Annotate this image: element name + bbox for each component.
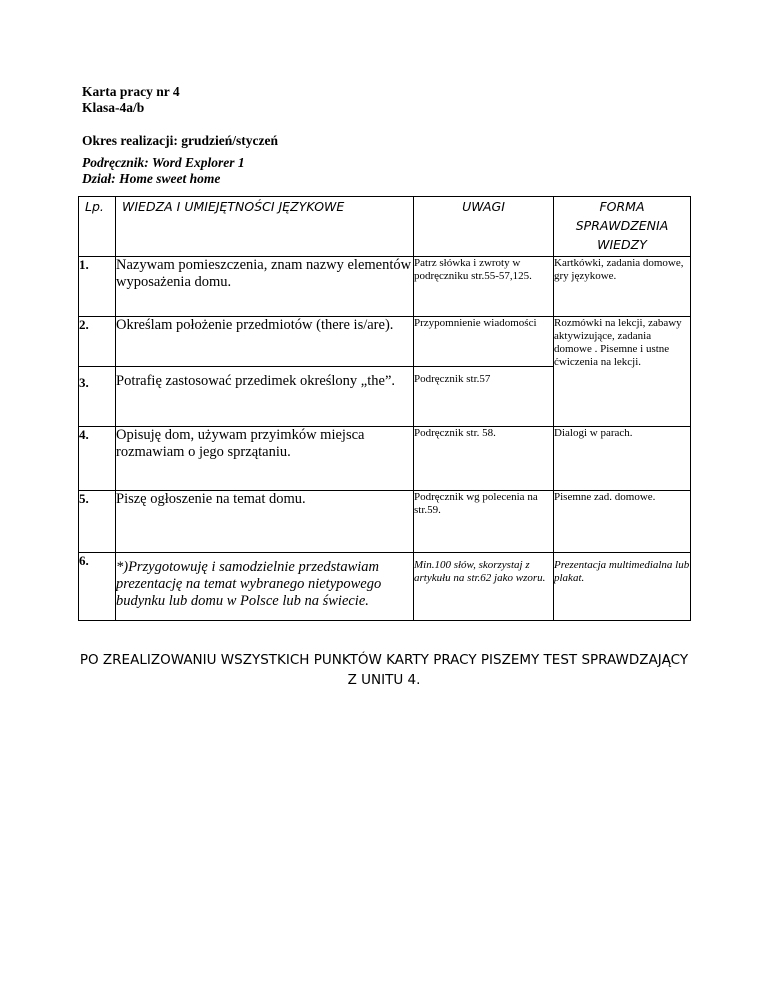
table-header-row <box>79 197 691 257</box>
row-check: Rozmówki na lekcji, zabawy aktywizujące, zadania domowe . Pisemne i ustne ćwiczenia na lekcji. <box>554 317 691 427</box>
row-check: Pisemne zad. domowe. <box>554 491 691 553</box>
row-check: Kartkówki, zadania domowe, gry językowe. <box>554 257 691 317</box>
row-check: Dialogi w parach. <box>554 427 691 491</box>
row-check: Prezentacja multimedialna lub plakat. <box>554 553 691 621</box>
header-lp: Lp. <box>79 197 116 257</box>
unit-label: Dział: Home sweet home <box>82 171 221 186</box>
row-description: Piszę ogłoszenie na temat domu. <box>116 491 414 553</box>
table-row <box>79 257 691 317</box>
header-skills: WIEDZA I UMIEJĘTNOŚCI JĘZYKOWE <box>116 197 414 257</box>
table-row <box>79 317 691 367</box>
row-note: Patrz słówka i zwroty w podręczniku str.55-57,125. <box>414 257 554 317</box>
row-note: Podręcznik wg polecenia na str.59. <box>414 491 554 553</box>
row-note: Podręcznik str. 58. <box>414 427 554 491</box>
row-description: Potrafię zastosować przedimek określony „the”. <box>116 367 414 427</box>
table-row <box>79 427 691 491</box>
row-description: Nazywam pomieszczenia, znam nazwy elementów wyposażenia domu. <box>116 257 414 317</box>
row-description: *)Przygotowuję i samodzielnie przedstawiam prezentację na temat wybranego nietypowego budynku lub domu w Polsce lub na świecie. <box>116 553 414 621</box>
row-number: 3. <box>79 367 116 427</box>
header-check: FORMA SPRAWDZENIA WIEDZY <box>554 197 691 257</box>
row-description: Opisuję dom, używam przyimków miejsca rozmawiam o jego sprzątaniu. <box>116 427 414 491</box>
table-row <box>79 553 691 621</box>
textbook-label: Podręcznik: Word Explorer 1 <box>82 155 245 170</box>
row-note: Przypomnienie wiadomości <box>414 317 554 367</box>
row-number: 2. <box>79 317 116 367</box>
row-number: 6. <box>79 553 116 621</box>
row-number: 1. <box>79 257 116 317</box>
footer-note: PO ZREALIZOWANIU WSZYSTKICH PUNKTÓW KARTY PRACY PISZEMY TEST SPRAWDZAJĄCY Z UNITU 4. <box>79 652 689 688</box>
worksheet-title: Karta pracy nr 4 <box>82 84 180 99</box>
row-note: Podręcznik str.57 <box>414 367 554 427</box>
row-number: 5. <box>79 491 116 553</box>
class-label: Klasa-4a/b <box>82 100 145 115</box>
row-number: 4. <box>79 427 116 491</box>
header-notes: UWAGI <box>414 197 554 257</box>
row-description: Określam położenie przedmiotów (there is/are). <box>116 317 414 367</box>
worksheet-table <box>78 196 691 621</box>
row-note: Min.100 słów, skorzystaj z artykułu na str.62 jako wzoru. <box>414 553 554 621</box>
period-label: Okres realizacji: grudzień/styczeń <box>82 133 278 148</box>
table-row <box>79 491 691 553</box>
